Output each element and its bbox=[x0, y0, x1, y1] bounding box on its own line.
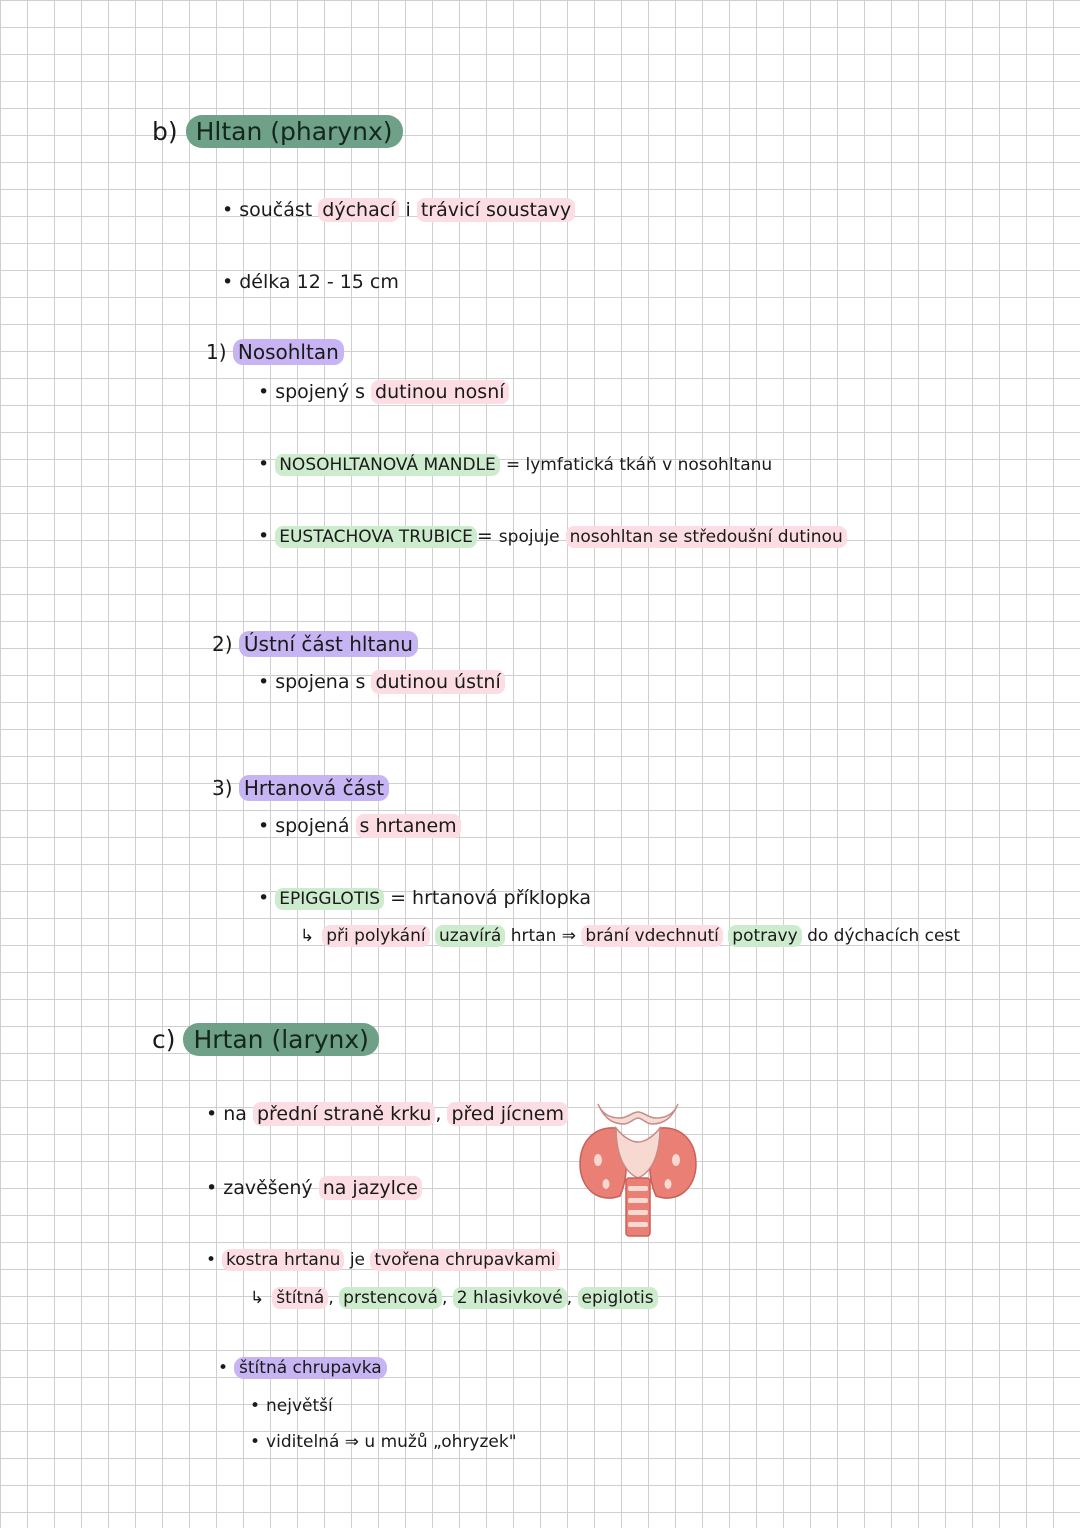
bullet-icon: • bbox=[258, 671, 270, 693]
list-item: • NOSOHLTANOVÁ MANDLE = lymfatická tkáň v nosohltanu bbox=[258, 453, 773, 475]
section-pharynx-heading bbox=[152, 114, 403, 150]
bullet-icon: • bbox=[206, 1103, 218, 1125]
bullet-icon: • bbox=[206, 1250, 217, 1270]
trachea-ring bbox=[628, 1222, 648, 1227]
subsection-heading: 2) Ústní část hltanu bbox=[212, 630, 418, 658]
bullet-icon: • bbox=[258, 381, 270, 403]
list-item: • na přední straně krku , před jícnem bbox=[206, 1100, 568, 1128]
list-item: • součást dýchací i trávicí soustavy bbox=[222, 196, 575, 224]
bullet-icon: • bbox=[250, 1396, 261, 1416]
larynx-illustration bbox=[576, 1098, 700, 1240]
subsection-heading: 1) Nosohltan bbox=[206, 338, 344, 366]
list-item: • EUSTACHOVA TRUBICE = spojuje nosohltan se středoušní dutinou bbox=[258, 522, 847, 551]
list-item: • zavěšený na jazylce bbox=[206, 1174, 422, 1202]
subsection-heading: 3) Hrtanová část bbox=[212, 774, 389, 802]
subsection-heading: • štítná chrupavka bbox=[218, 1354, 387, 1382]
bullet-icon: • bbox=[222, 199, 234, 221]
hyoid-bone bbox=[598, 1104, 678, 1124]
nodule bbox=[603, 1179, 610, 1189]
list-item: • spojená s hrtanem bbox=[258, 812, 461, 840]
nodule bbox=[672, 1154, 680, 1166]
bullet-icon: • bbox=[222, 271, 234, 293]
list-item: • největší bbox=[250, 1396, 333, 1416]
bullet-icon: • bbox=[258, 453, 270, 475]
sub-point: ↳ při polykání uzavírá hrtan ⇒ brání vdechnutí potravy do dýchacích cest bbox=[300, 926, 960, 946]
nodule bbox=[594, 1154, 602, 1166]
arrow-icon: ↳ bbox=[250, 1288, 265, 1308]
arrow-icon: ↳ bbox=[300, 926, 315, 946]
list-item: • EPIGGLOTIS = hrtanová příklopka bbox=[258, 887, 591, 909]
sub-point: ↳ štítná , prstencová , 2 hlasivkové , epiglotis bbox=[250, 1284, 658, 1312]
bullet-icon: • bbox=[206, 1177, 218, 1199]
nodule bbox=[665, 1179, 672, 1189]
bullet-icon: • bbox=[218, 1358, 229, 1378]
trachea-ring bbox=[628, 1198, 648, 1203]
trachea-ring bbox=[628, 1210, 648, 1215]
section-title: Hrtan (larynx) bbox=[183, 1023, 378, 1056]
bullet-icon: • bbox=[258, 887, 270, 909]
list-item: • spojený s dutinou nosní bbox=[258, 378, 509, 406]
section-title: Hltan (pharynx) bbox=[186, 115, 403, 148]
bullet-icon: • bbox=[258, 525, 270, 547]
section-label: b) bbox=[152, 117, 178, 146]
section-larynx-heading bbox=[152, 1022, 379, 1058]
list-item: • spojena s dutinou ústní bbox=[258, 668, 505, 696]
section-label: c) bbox=[152, 1025, 176, 1054]
list-item: • viditelná ⇒ u mužů „ohryzek" bbox=[250, 1432, 517, 1452]
list-item: • kostra hrtanu je tvořena chrupavkami bbox=[206, 1246, 560, 1274]
bullet-icon: • bbox=[250, 1432, 261, 1452]
bullet-icon: • bbox=[258, 815, 270, 837]
trachea-ring bbox=[628, 1186, 648, 1191]
list-item: • délka 12 - 15 cm bbox=[222, 271, 399, 293]
